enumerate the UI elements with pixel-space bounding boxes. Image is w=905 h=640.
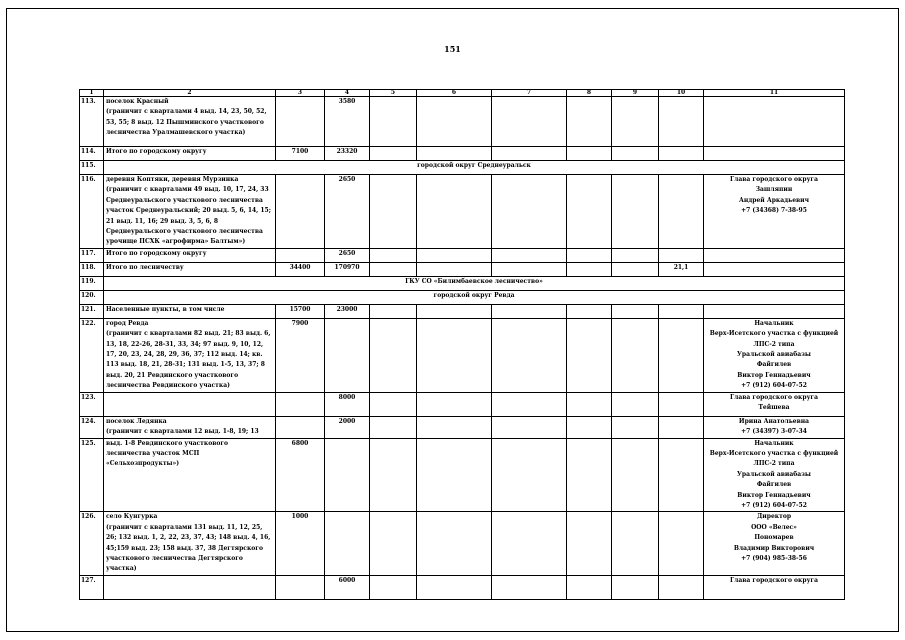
responsible-cell bbox=[704, 262, 845, 276]
section-title: городской округ Среднеуральск bbox=[104, 161, 845, 175]
section-row bbox=[80, 276, 845, 290]
locality-cell: Итого по лесничеству bbox=[104, 262, 276, 276]
row-number: 124. bbox=[80, 416, 104, 438]
empty-cell bbox=[417, 262, 492, 276]
row-number: 116. bbox=[80, 175, 104, 249]
empty-cell bbox=[567, 438, 612, 512]
empty-cell bbox=[492, 248, 567, 262]
empty-cell bbox=[417, 575, 492, 599]
empty-cell bbox=[492, 512, 567, 575]
value-cell bbox=[325, 318, 370, 392]
empty-cell bbox=[567, 147, 612, 161]
table-row bbox=[80, 97, 845, 147]
header-cell: 5 bbox=[370, 90, 417, 97]
table-row bbox=[80, 575, 845, 599]
area-cell bbox=[276, 575, 325, 599]
empty-cell bbox=[612, 147, 659, 161]
responsible-cell: Ирина Анатольевна +7 (34397) 3-07-34 bbox=[704, 416, 845, 438]
row-number: 126. bbox=[80, 512, 104, 575]
empty-cell bbox=[567, 97, 612, 147]
row-number: 113. bbox=[80, 97, 104, 147]
value-cell bbox=[325, 438, 370, 512]
row-number: 115. bbox=[80, 161, 104, 175]
responsible-cell: Начальник Верх-Исетского участка с функцией ЛПС-2 типа Уральской авиабазы Файгилев Виктор Геннадьевич +7 (912) 604-07-52 bbox=[704, 438, 845, 512]
empty-cell bbox=[417, 147, 492, 161]
empty-cell bbox=[370, 512, 417, 575]
empty-cell bbox=[370, 438, 417, 512]
header-cell: 4 bbox=[325, 90, 370, 97]
area-cell: 34400 bbox=[276, 262, 325, 276]
empty-cell bbox=[612, 575, 659, 599]
empty-cell bbox=[492, 416, 567, 438]
responsible-cell: Глава городского округа Зашляпин Андрей Аркадьевич +7 (34368) 7-38-95 bbox=[704, 175, 845, 249]
empty-cell bbox=[567, 318, 612, 392]
empty-cell bbox=[492, 262, 567, 276]
empty-cell bbox=[492, 304, 567, 318]
row-number: 117. bbox=[80, 248, 104, 262]
responsible-cell: Начальник Верх-Исетского участка с функцией ЛПС-2 типа Уральской авиабазы Файгилев Виктор Геннадьевич +7 (912) 604-07-52 bbox=[704, 318, 845, 392]
value-cell: 3580 bbox=[325, 97, 370, 147]
empty-cell bbox=[417, 438, 492, 512]
empty-cell bbox=[567, 512, 612, 575]
area-cell bbox=[276, 248, 325, 262]
table-row bbox=[80, 248, 845, 262]
percent-cell bbox=[659, 392, 704, 416]
percent-cell bbox=[659, 512, 704, 575]
table-row bbox=[80, 438, 845, 512]
empty-cell bbox=[370, 262, 417, 276]
header-cell: 1 bbox=[80, 90, 104, 97]
empty-cell bbox=[612, 416, 659, 438]
empty-cell bbox=[612, 175, 659, 249]
table-row bbox=[80, 304, 845, 318]
responsible-cell bbox=[704, 304, 845, 318]
empty-cell bbox=[417, 416, 492, 438]
empty-cell bbox=[370, 318, 417, 392]
area-cell: 7100 bbox=[276, 147, 325, 161]
section-title: ГКУ СО «Билимбаевское лесничество» bbox=[104, 276, 845, 290]
responsible-cell bbox=[704, 97, 845, 147]
area-cell: 15700 bbox=[276, 304, 325, 318]
value-cell bbox=[325, 512, 370, 575]
percent-cell bbox=[659, 304, 704, 318]
area-cell bbox=[276, 175, 325, 249]
empty-cell bbox=[370, 147, 417, 161]
empty-cell bbox=[567, 262, 612, 276]
percent-cell bbox=[659, 438, 704, 512]
responsible-cell bbox=[704, 248, 845, 262]
percent-cell bbox=[659, 147, 704, 161]
empty-cell bbox=[612, 97, 659, 147]
section-title: городской округ Ревда bbox=[104, 290, 845, 304]
percent-cell bbox=[659, 175, 704, 249]
area-cell: 7900 bbox=[276, 318, 325, 392]
table-row bbox=[80, 416, 845, 438]
empty-cell bbox=[370, 248, 417, 262]
empty-cell bbox=[417, 175, 492, 249]
empty-cell bbox=[612, 262, 659, 276]
header-cell: 2 bbox=[104, 90, 276, 97]
header-cell: 9 bbox=[612, 90, 659, 97]
empty-cell bbox=[612, 304, 659, 318]
empty-cell bbox=[370, 392, 417, 416]
row-number: 120. bbox=[80, 290, 104, 304]
locality-cell: деревня Коптяки, деревня Мурзинка (граничит с кварталами 49 выд. 10, 17, 24, 33 Среднеуральского участкового лесничества участок Среднеуральский; 20 выд. 5, 6, 14, 15; 21 выд. 11, 16; 29 выд. 3, 5, 6, 8 Среднеуральского участкового лесничества урочище ПСХК «агрофирма» Балтым») bbox=[104, 175, 276, 249]
empty-cell bbox=[492, 575, 567, 599]
locality-cell bbox=[104, 575, 276, 599]
empty-cell bbox=[567, 304, 612, 318]
empty-cell bbox=[612, 512, 659, 575]
header-cell: 3 bbox=[276, 90, 325, 97]
forestry-table bbox=[79, 89, 845, 600]
value-cell: 2650 bbox=[325, 175, 370, 249]
section-row bbox=[80, 161, 845, 175]
locality-cell: поселок Ледянка (граничит с кварталами 12 выд. 1-8, 19; 13 bbox=[104, 416, 276, 438]
empty-cell bbox=[567, 416, 612, 438]
row-number: 118. bbox=[80, 262, 104, 276]
empty-cell bbox=[370, 416, 417, 438]
empty-cell bbox=[370, 175, 417, 249]
responsible-cell: Глава городского округа Тейшева bbox=[704, 392, 845, 416]
header-cell: 7 bbox=[492, 90, 567, 97]
empty-cell bbox=[567, 175, 612, 249]
area-cell bbox=[276, 416, 325, 438]
locality-cell: поселок Красный (граничит с кварталами 4 выд. 14, 23, 50, 52, 53, 55; 8 выд. 12 Пышминского участкового лесничества Уралмашевского участка) bbox=[104, 97, 276, 147]
value-cell: 170970 bbox=[325, 262, 370, 276]
row-number: 123. bbox=[80, 392, 104, 416]
empty-cell bbox=[492, 318, 567, 392]
empty-cell bbox=[567, 392, 612, 416]
empty-cell bbox=[370, 304, 417, 318]
empty-cell bbox=[612, 318, 659, 392]
page-number: 151 bbox=[444, 44, 461, 54]
empty-cell bbox=[492, 392, 567, 416]
table-row bbox=[80, 392, 845, 416]
locality-cell: выд. 1-8 Ревдинского участкового лесничества участок МСП «Сельхозпродукты») bbox=[104, 438, 276, 512]
row-number: 127. bbox=[80, 575, 104, 599]
empty-cell bbox=[612, 392, 659, 416]
empty-cell bbox=[370, 575, 417, 599]
area-cell: 6800 bbox=[276, 438, 325, 512]
section-row bbox=[80, 290, 845, 304]
responsible-cell: Директор ООО «Велес» Пономарев Владимир Викторович +7 (904) 985-38-56 bbox=[704, 512, 845, 575]
header-cell: 8 bbox=[567, 90, 612, 97]
table-row bbox=[80, 512, 845, 575]
percent-cell bbox=[659, 575, 704, 599]
row-number: 121. bbox=[80, 304, 104, 318]
percent-cell bbox=[659, 416, 704, 438]
row-number: 119. bbox=[80, 276, 104, 290]
empty-cell bbox=[417, 318, 492, 392]
row-number: 114. bbox=[80, 147, 104, 161]
percent-cell bbox=[659, 318, 704, 392]
header-cell: 10 bbox=[659, 90, 704, 97]
responsible-cell: Глава городского округа bbox=[704, 575, 845, 599]
empty-cell bbox=[492, 438, 567, 512]
empty-cell bbox=[417, 97, 492, 147]
table-row bbox=[80, 318, 845, 392]
value-cell: 23000 bbox=[325, 304, 370, 318]
locality-cell: Населенные пункты, в том числе bbox=[104, 304, 276, 318]
empty-cell bbox=[492, 147, 567, 161]
empty-cell bbox=[370, 97, 417, 147]
locality-cell: город Ревда (граничит с кварталами 82 выд. 21; 83 выд. 6, 13, 18, 22-26, 28-31, 33, 34; 97 выд. 9, 10, 12, 17, 20, 23, 24, 28, 29, 36, 37; 112 выд. 14; кв. 113 выд. 18, 21, 28-31; 131 выд. 1-5, 13, 37; 8 выд. 20, 21 Ревдинского участкового лесничества Ревдинского участка) bbox=[104, 318, 276, 392]
table-row bbox=[80, 262, 845, 276]
header-row bbox=[80, 90, 845, 97]
locality-cell: Итого по городскому округу bbox=[104, 147, 276, 161]
area-cell: 1000 bbox=[276, 512, 325, 575]
value-cell: 23320 bbox=[325, 147, 370, 161]
empty-cell bbox=[417, 304, 492, 318]
area-cell bbox=[276, 97, 325, 147]
empty-cell bbox=[492, 175, 567, 249]
empty-cell bbox=[417, 512, 492, 575]
locality-cell: село Кунгурка (граничит с кварталами 131 выд. 11, 12, 25, 26; 132 выд. 1, 2, 22, 23, 37, 43; 148 выд. 4, 16, 45;159 выд. 23; 158 выд. 37, 38 Дегтярского участкового лесничества Дегтярского участка) bbox=[104, 512, 276, 575]
table-row bbox=[80, 147, 845, 161]
header-cell: 6 bbox=[417, 90, 492, 97]
responsible-cell bbox=[704, 147, 845, 161]
row-number: 125. bbox=[80, 438, 104, 512]
row-number: 122. bbox=[80, 318, 104, 392]
table-row bbox=[80, 175, 845, 249]
empty-cell bbox=[417, 392, 492, 416]
header-cell: 11 bbox=[704, 90, 845, 97]
locality-cell: Итого по городскому округу bbox=[104, 248, 276, 262]
value-cell: 8000 bbox=[325, 392, 370, 416]
value-cell: 2650 bbox=[325, 248, 370, 262]
value-cell: 2000 bbox=[325, 416, 370, 438]
percent-cell bbox=[659, 97, 704, 147]
empty-cell bbox=[612, 438, 659, 512]
empty-cell bbox=[612, 248, 659, 262]
empty-cell bbox=[417, 248, 492, 262]
empty-cell bbox=[567, 248, 612, 262]
percent-cell: 21,1 bbox=[659, 262, 704, 276]
empty-cell bbox=[492, 97, 567, 147]
percent-cell bbox=[659, 248, 704, 262]
area-cell bbox=[276, 392, 325, 416]
locality-cell bbox=[104, 392, 276, 416]
empty-cell bbox=[567, 575, 612, 599]
value-cell: 6000 bbox=[325, 575, 370, 599]
